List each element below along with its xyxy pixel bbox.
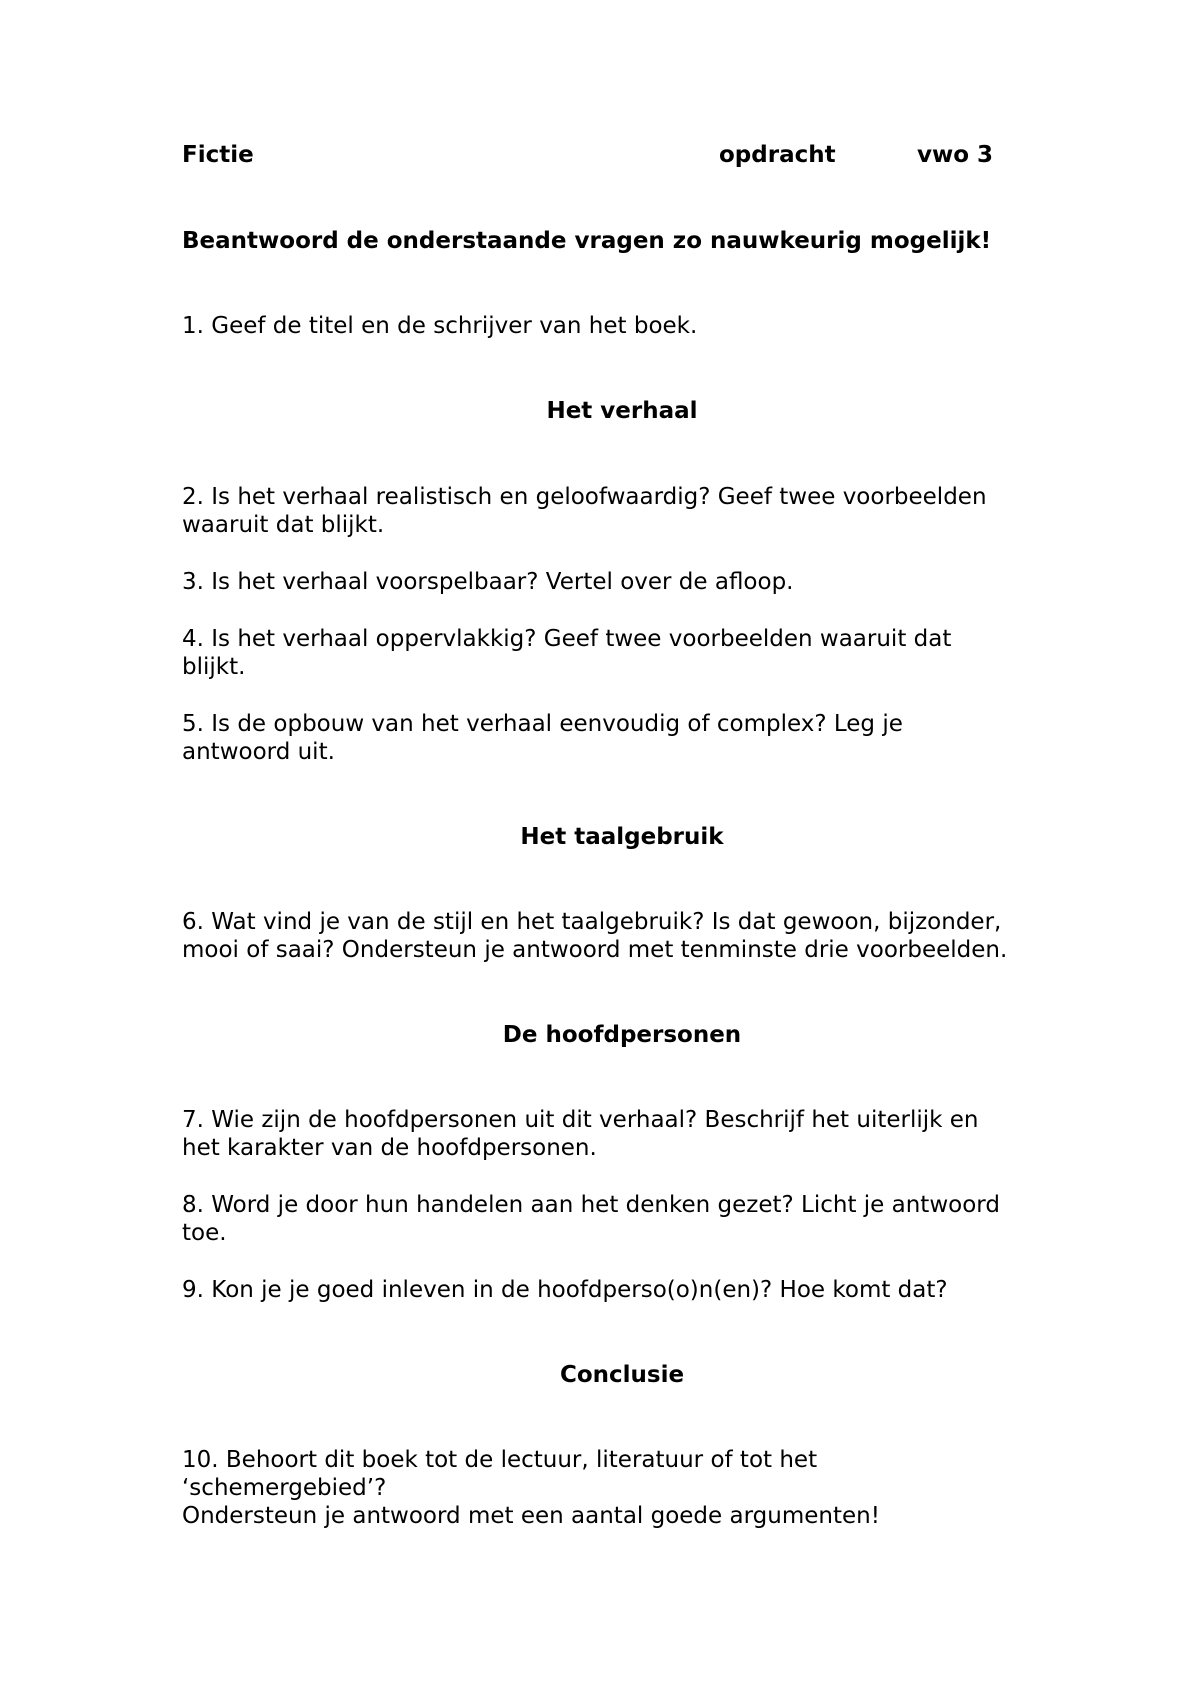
question-4-line-2: blijkt. xyxy=(182,654,246,680)
question-6-line-1: 6. Wat vind je van de stijl en het taalgebruik? Is dat gewoon, bijzonder, xyxy=(182,909,1002,935)
question-2-line-1: 2. Is het verhaal realistisch en geloofwaardig? Geef twee voorbeelden xyxy=(182,484,987,510)
header-assignment: opdracht xyxy=(719,142,836,168)
header-subject: Fictie xyxy=(182,142,254,168)
question-2-line-2: waaruit dat blijkt. xyxy=(182,512,385,538)
question-5 xyxy=(182,710,1082,766)
question-7-line-2: het karakter van de hoofdpersonen. xyxy=(182,1135,597,1161)
header-level: vwo 3 xyxy=(917,142,994,168)
question-10 xyxy=(182,1446,1082,1530)
question-3 xyxy=(182,568,1082,596)
question-3-line-1: 3. Is het verhaal voorspelbaar? Vertel over de afloop. xyxy=(182,569,794,595)
question-5-line-1: 5. Is de opbouw van het verhaal eenvoudig of complex? Leg je xyxy=(182,711,903,737)
question-4 xyxy=(182,625,1082,681)
question-1-line-1: 1. Geef de titel en de schrijver van het boek. xyxy=(182,313,698,339)
page-header xyxy=(0,141,1200,171)
question-7 xyxy=(182,1106,1082,1162)
question-6 xyxy=(182,908,1082,964)
section-heading-verhaal: Het verhaal xyxy=(546,398,698,424)
question-9 xyxy=(182,1276,1082,1304)
question-8-line-2: toe. xyxy=(182,1220,227,1246)
question-10-line-1: 10. Behoort dit boek tot de lectuur, literatuur of tot het xyxy=(182,1447,818,1473)
question-7-line-1: 7. Wie zijn de hoofdpersonen uit dit verhaal? Beschrijf het uiterlijk en xyxy=(182,1107,979,1133)
question-5-line-2: antwoord uit. xyxy=(182,739,335,765)
question-6-line-2: mooi of saai? Ondersteun je antwoord met tenminste drie voorbeelden. xyxy=(182,937,1008,963)
question-10-line-2: ‘schemergebied’? xyxy=(182,1475,387,1501)
question-4-line-1: 4. Is het verhaal oppervlakkig? Geef twee voorbeelden waaruit dat xyxy=(182,626,952,652)
question-10-line-3: Ondersteun je antwoord met een aantal goede argumenten! xyxy=(182,1503,880,1529)
question-8-line-1: 8. Word je door hun handelen aan het denken gezet? Licht je antwoord xyxy=(182,1192,1000,1218)
section-heading-conclusie: Conclusie xyxy=(559,1362,685,1388)
question-2 xyxy=(182,483,1082,539)
section-heading-hoofdpersonen: De hoofdpersonen xyxy=(502,1022,742,1048)
section-heading-taalgebruik: Het taalgebruik xyxy=(520,824,724,850)
question-9-line-1: 9. Kon je je goed inleven in de hoofdperso(o)n(en)? Hoe komt dat? xyxy=(182,1277,948,1303)
question-8 xyxy=(182,1191,1082,1247)
question-1 xyxy=(182,312,1082,340)
instruction: Beantwoord de onderstaande vragen zo nauwkeurig mogelijk! xyxy=(182,228,992,254)
